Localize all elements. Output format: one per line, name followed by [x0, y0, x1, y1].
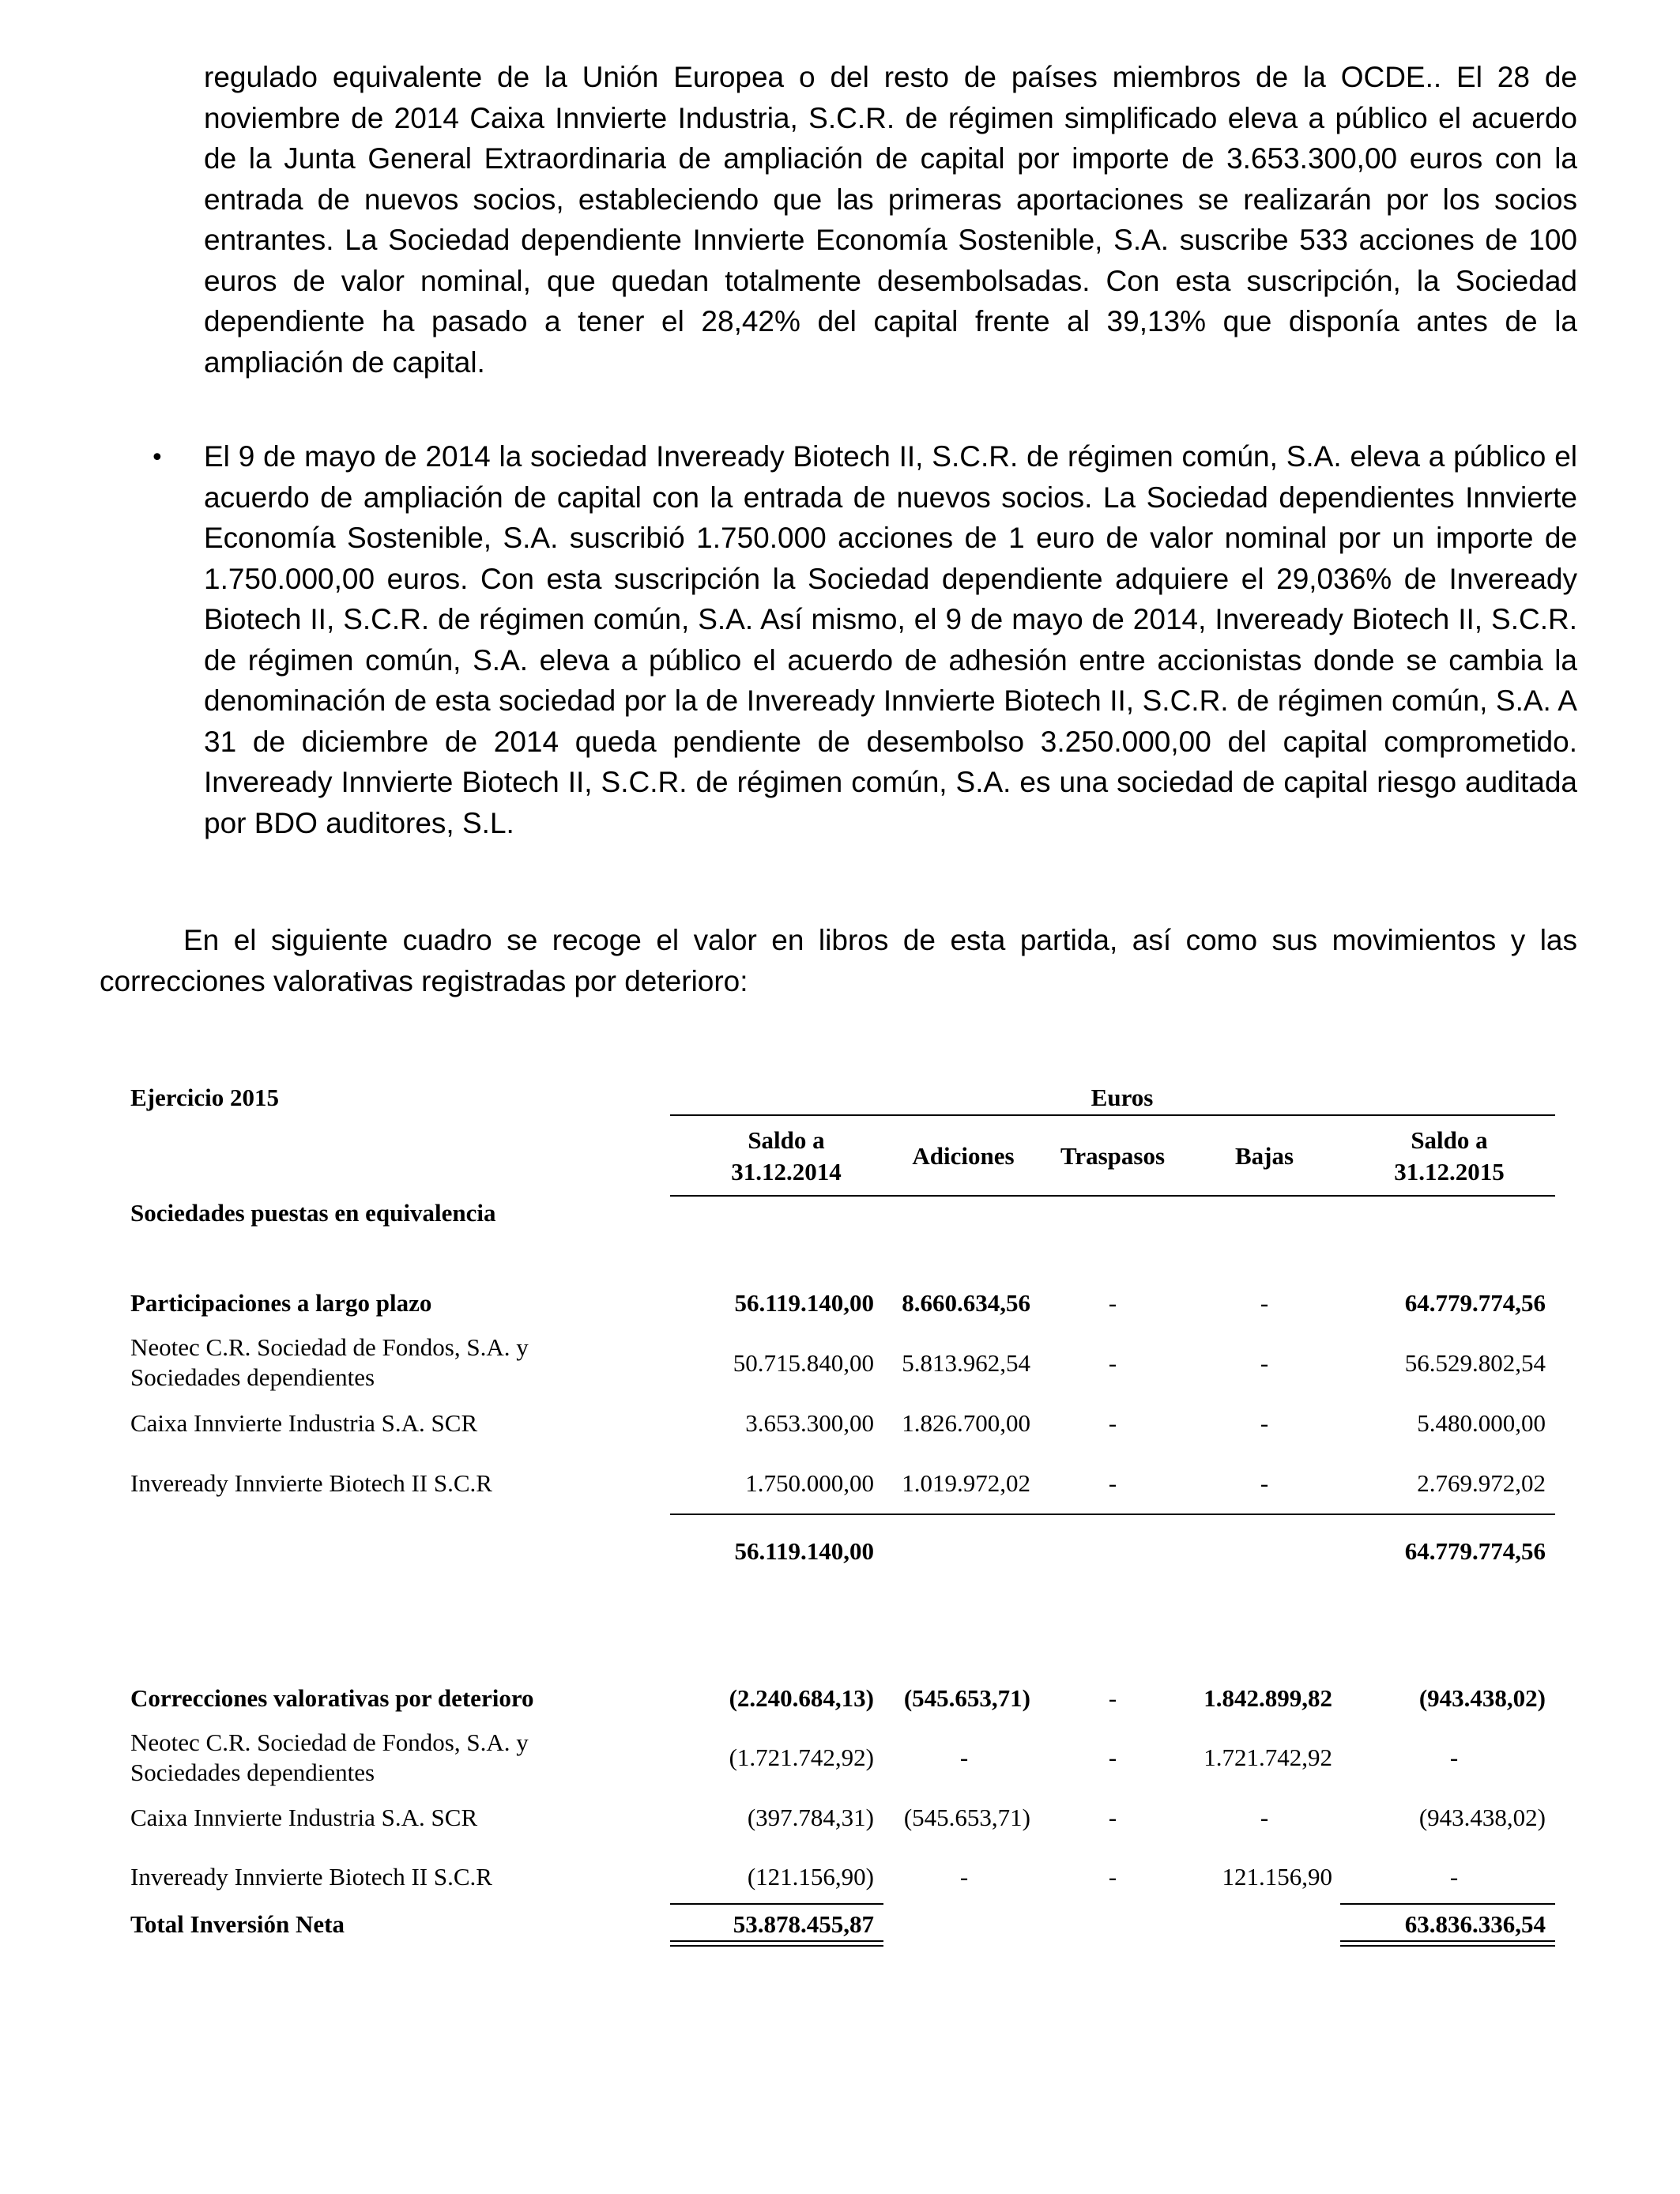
cell-adiciones: 5.813.962,54: [902, 1349, 1030, 1377]
paragraph-1: regulado equivalente de la Unión Europea o del resto de países miembros de la OCDE.. El 28 de noviembre de 2014 Caixa Innvierte Industria, S.C.R. de régimen simplificado eleva a público el acuerdo de la Junta General Extraordinaria de ampliación de capital por importe de 3.653.300,00 euros con la entrada de nuevos socios, estableciendo que las primeras aportaciones se realizarán por los socios entrantes. La Sociedad dependiente Innvierte Economía Sostenible, S.A. suscribe 533 acciones de 100 euros de valor nominal, que quedan totalmente desembolsadas. Con esta suscripción, la Sociedad dependiente ha pasado a tener el 28,42% del capital frente al 39,13% que disponía antes de la ampliación de capital.: [204, 61, 1577, 379]
col-header-adiciones: Adiciones: [912, 1142, 1015, 1170]
cell-saldo-2014: (1.721.742,92): [729, 1744, 874, 1771]
cell-traspasos: -: [1108, 1863, 1117, 1891]
col-header-saldo-2014-b: 31.12.2014: [731, 1158, 842, 1186]
table-title: Ejercicio 2015: [130, 1084, 279, 1111]
paragraph-2: El 9 de mayo de 2014 la sociedad Inveready Biotech II, S.C.R. de régimen común, S.A. eleva a público el acuerdo de ampliación de capital con la entrada de nuevos socios. La Sociedad dependientes Innvierte Economía Sostenible, S.A. suscribió 1.750.000 acciones de 1 euro de valor nominal por un importe de 1.750.000,00 euros. Con esta suscripción la Sociedad dependiente adquiere el 29,036% de Inveready Biotech II, S.C.R. de régimen común, S.A. Así mismo, el 9 de mayo de 2014, Inveready Biotech II, S.C.R. de régimen común, S.A. eleva a público el acuerdo de adhesión entre accionistas donde se cambia la denominación de esta sociedad por la de Inveready Innvierte Biotech II, S.C.R. de régimen común, S.A. A 31 de diciembre de 2014 queda pendiente de desembolso 3.250.000,00 del capital comprometido. Inveready Innvierte Biotech II, S.C.R. de régimen común, S.A. es una sociedad de capital riesgo auditada por BDO auditores, S.L.: [204, 440, 1577, 839]
row-label: Correcciones valorativas por deterioro: [130, 1684, 534, 1712]
cell-bajas: -: [1260, 1804, 1269, 1831]
cell-traspasos: -: [1108, 1684, 1117, 1712]
cell-traspasos: -: [1108, 1469, 1117, 1497]
cell-saldo-2015: 56.529.802,54: [1404, 1349, 1546, 1377]
cell-total-saldo-2014: 53.878.455,87: [733, 1910, 874, 1938]
row-label: Participaciones a largo plazo: [130, 1289, 432, 1317]
total-top-rule-right: [1340, 1903, 1555, 1905]
cell-subtotal-saldo-2014: 56.119.140,00: [734, 1537, 874, 1565]
cell-saldo-2015: -: [1449, 1863, 1459, 1891]
row-label-continued: Sociedades dependientes: [130, 1363, 375, 1391]
cell-bajas: -: [1260, 1349, 1269, 1377]
cell-bajas: -: [1260, 1409, 1269, 1437]
paragraph-3: En el siguiente cuadro se recoge el valor en libros de esta partida, así como sus movimientos y las correcciones valorativas registradas por deterioro:: [100, 924, 1577, 997]
cell-adiciones: (545.653,71): [903, 1804, 1030, 1831]
cell-bajas: 1.842.899,82: [1203, 1684, 1332, 1712]
cell-adiciones: -: [959, 1744, 969, 1771]
total-top-rule-left: [670, 1903, 883, 1905]
cell-saldo-2014: (2.240.684,13): [729, 1684, 874, 1712]
column-header-rule: [670, 1195, 1555, 1197]
col-header-traspasos: Traspasos: [1060, 1142, 1166, 1170]
row-label: Neotec C.R. Sociedad de Fondos, S.A. y: [130, 1333, 529, 1361]
cell-traspasos: -: [1108, 1804, 1117, 1831]
total-double-rule-right-1: [1340, 1940, 1555, 1942]
cell-traspasos: -: [1108, 1289, 1117, 1317]
cell-saldo-2015: -: [1449, 1744, 1459, 1771]
col-header-saldo-2015-a: Saldo a: [1411, 1126, 1488, 1154]
cell-saldo-2015: 2.769.972,02: [1417, 1469, 1546, 1497]
cell-total-saldo-2015: 63.836.336,54: [1404, 1910, 1546, 1938]
subtotal-rule: [670, 1514, 1555, 1515]
header-rule: [670, 1114, 1555, 1116]
cell-saldo-2014: (397.784,31): [747, 1804, 874, 1831]
cell-saldo-2015: (943.438,02): [1418, 1684, 1546, 1712]
cell-saldo-2014: 50.715.840,00: [733, 1349, 874, 1377]
row-label: Inveready Innvierte Biotech II S.C.R: [130, 1469, 492, 1497]
row-label: Caixa Innvierte Industria S.A. SCR: [130, 1804, 478, 1831]
row-label-continued: Sociedades dependientes: [130, 1759, 375, 1786]
col-header-saldo-2015-b: 31.12.2015: [1394, 1158, 1505, 1186]
row-label: Inveready Innvierte Biotech II S.C.R: [130, 1863, 492, 1891]
currency-header: Euros: [1090, 1084, 1154, 1111]
row-label: Caixa Innvierte Industria S.A. SCR: [130, 1409, 478, 1437]
cell-saldo-2014: 3.653.300,00: [745, 1409, 874, 1437]
cell-bajas: -: [1260, 1289, 1269, 1317]
bullet-marker: •: [150, 444, 164, 472]
cell-adiciones: 1.019.972,02: [902, 1469, 1030, 1497]
cell-bajas: -: [1260, 1469, 1269, 1497]
cell-traspasos: -: [1108, 1409, 1117, 1437]
cell-saldo-2014: (121.156,90): [747, 1863, 874, 1891]
total-double-rule-right-2: [1340, 1945, 1555, 1947]
cell-adiciones: 8.660.634,56: [902, 1289, 1030, 1317]
cell-saldo-2014: 56.119.140,00: [734, 1289, 874, 1317]
cell-saldo-2015: 5.480.000,00: [1417, 1409, 1546, 1437]
cell-saldo-2014: 1.750.000,00: [745, 1469, 874, 1497]
total-double-rule-left-2: [670, 1945, 883, 1947]
col-header-bajas: Bajas: [1234, 1142, 1294, 1170]
cell-subtotal-saldo-2015: 64.779.774,56: [1404, 1537, 1546, 1565]
cell-saldo-2015: (943.438,02): [1418, 1804, 1546, 1831]
cell-saldo-2015: 64.779.774,56: [1404, 1289, 1546, 1317]
total-label: Total Inversión Neta: [130, 1910, 345, 1938]
total-double-rule-left-1: [670, 1940, 883, 1942]
cell-bajas: 121.156,90: [1222, 1863, 1332, 1891]
cell-bajas: 1.721.742,92: [1203, 1744, 1332, 1771]
cell-adiciones: -: [959, 1863, 969, 1891]
col-header-saldo-2014-a: Saldo a: [748, 1126, 825, 1154]
section-label: Sociedades puestas en equivalencia: [130, 1199, 496, 1227]
row-label: Neotec C.R. Sociedad de Fondos, S.A. y: [130, 1728, 529, 1756]
cell-traspasos: -: [1108, 1349, 1117, 1377]
cell-adiciones: 1.826.700,00: [902, 1409, 1030, 1437]
cell-adiciones: (545.653,71): [903, 1684, 1030, 1712]
cell-traspasos: -: [1108, 1744, 1117, 1771]
